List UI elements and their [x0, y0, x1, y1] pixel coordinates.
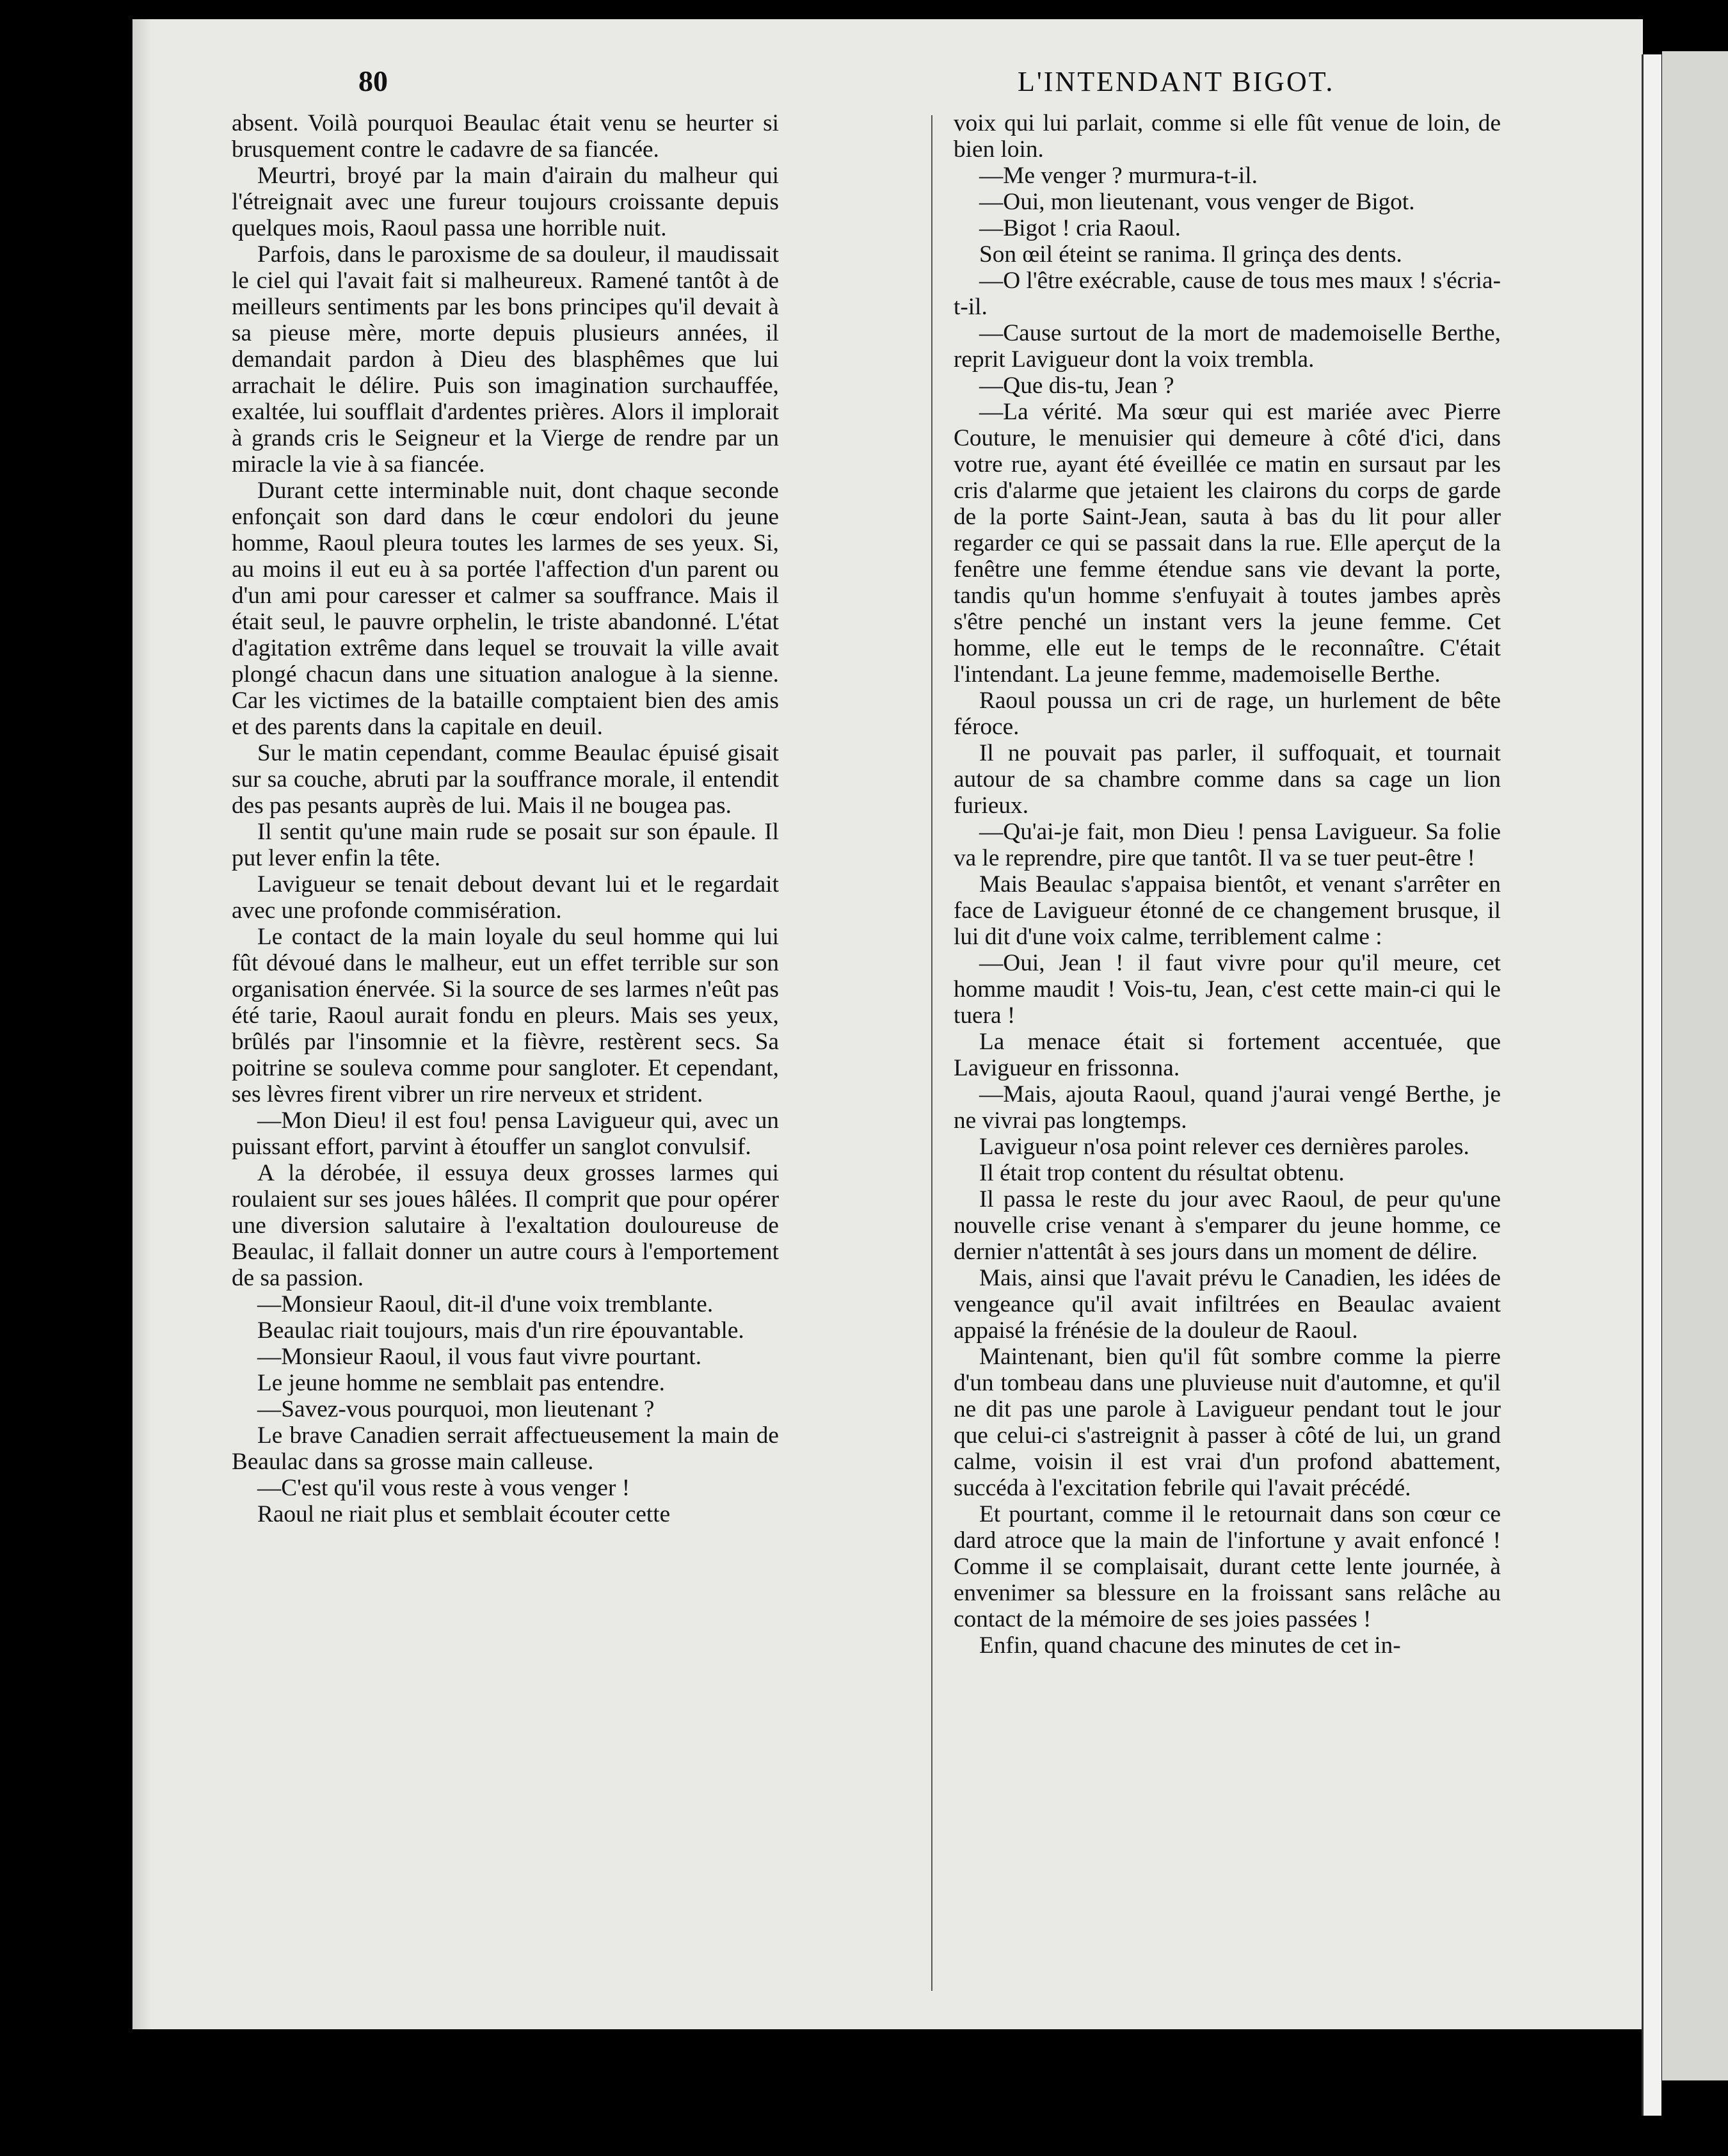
paragraph: —O l'être exécrable, cause de tous mes maux ! s'écria-t-il.: [954, 268, 1501, 320]
paragraph: Enfin, quand chacune des minutes de cet in-: [979, 1632, 1401, 1659]
running-header: [224, 37, 1690, 97]
paragraph: —C'est qu'il vous reste à vous venger !: [257, 1475, 630, 1501]
paragraph: Son œil éteint se ranima. Il grinça des dents.: [979, 241, 1402, 268]
paragraph: —Qu'ai-je fait, mon Dieu ! pensa Lavigueur. Sa folie va le reprendre, pire que tantôt. Il va se tuer peut-être !: [954, 819, 1501, 871]
right-column: [954, 110, 1501, 1659]
paragraph: Raoul poussa un cri de rage, un hurlement de bête féroce.: [954, 688, 1501, 740]
paragraph: Sur le matin cependant, comme Beaulac épuisé gisait sur sa couche, abruti par la souffrance morale, il entendit des pas pesants auprès de lui. Mais il ne bougea pas.: [232, 740, 779, 819]
paragraph: —Savez-vous pourquoi, mon lieutenant ?: [257, 1396, 655, 1422]
left-column: [232, 110, 779, 1527]
paragraph: Le contact de la main loyale du seul homme qui lui fût dévoué dans le malheur, eut un effet terrible sur son organisation énervée. Si la source de ses larmes n'eût pas été tarie, Raoul aurait fondu en pleurs. Mais ses yeux, brûlés par l'insomnie et la fièvre, restèrent secs. Sa poitrine se souleva comme pour sangloter. Et cependant, ses lèvres firent vibrer un rire nerveux et strident.: [232, 924, 779, 1107]
column-divider: [931, 115, 932, 1991]
paragraph: Il passa le reste du jour avec Raoul, de peur qu'une nouvelle crise venant à s'emparer du jeune homme, ce dernier n'attentât à ses jours dans un moment de délire.: [954, 1186, 1501, 1265]
adjacent-page-edge: [1662, 51, 1728, 2080]
paragraph: Durant cette interminable nuit, dont chaque seconde enfonçait son dard dans le cœur endolori du jeune homme, Raoul pleura toutes les larmes de ses yeux. Si, au moins il eut eu à sa portée l'affection d'un parent ou d'un ami pour caresser et calmer sa souffrance. Mais il était seul, le pauvre orphelin, le triste abandonné. L'état d'agitation extrême dans lequel se trouvait la ville avait plongé chacun dans une situation analogue à la sienne. Car les victimes de la bataille comptaient bien des amis et des parents dans la capitale en deuil.: [232, 478, 779, 740]
paragraph: Le jeune homme ne semblait pas entendre.: [257, 1370, 665, 1396]
paragraph: —Me venger ? murmura-t-il.: [979, 163, 1258, 189]
paragraph: Meurtri, broyé par la main d'airain du malheur qui l'étreignait avec une fureur toujours croissante depuis quelques mois, Raoul passa une horrible nuit.: [232, 163, 779, 241]
paragraph: —Oui, Jean ! il faut vivre pour qu'il meure, cet homme maudit ! Vois-tu, Jean, c'est cette main-ci qui le tuera !: [954, 950, 1501, 1029]
paragraph: A la dérobée, il essuya deux grosses larmes qui roulaient sur ses joues hâlées. Il comprit que pour opérer une diversion salutaire à l'exaltation douloureuse de Beaulac, il fallait donner un autre cours à l'emportement de sa passion.: [232, 1160, 779, 1291]
paragraph: voix qui lui parlait, comme si elle fût venue de loin, de bien loin.: [954, 110, 1501, 163]
paragraph: —Que dis-tu, Jean ?: [979, 373, 1174, 399]
paragraph: Parfois, dans le paroxisme de sa douleur, il maudissait le ciel qui l'avait fait si malheureux. Ramené tantôt à de meilleurs sentiments par les bons principes qu'il devait à sa pieuse mère, morte depuis plusieurs années, il demandait pardon à Dieu des blasphêmes que lui arrachait le délire. Puis son imagination surchauffée, exaltée, lui soufflait d'ardentes prières. Alors il implorait à grands cris le Seigneur et la Vierge de rendre par un miracle la vie à sa fiancée.: [232, 241, 779, 478]
paragraph: —Monsieur Raoul, dit-il d'une voix tremblante.: [257, 1291, 714, 1317]
paragraph: —Bigot ! cria Raoul.: [979, 215, 1181, 241]
paragraph: Il ne pouvait pas parler, il suffoquait, et tournait autour de sa chambre comme dans sa cage un lion furieux.: [954, 740, 1501, 819]
paragraph: Le brave Canadien serrait affectueusement la main de Beaulac dans sa grosse main calleuse.: [232, 1422, 779, 1475]
paragraph: —La vérité. Ma sœur qui est mariée avec Pierre Couture, le menuisier qui demeure à côté d'ici, dans votre rue, ayant été éveillée ce matin en sursaut par les cris d'alarme que jetaient les clairons du corps de garde de la porte Saint-Jean, sauta à bas du lit pour aller regarder ce qui se passait dans la rue. Elle aperçut de la fenêtre une femme étendue sans vie devant la porte, tandis qu'un homme s'enfuyait à toutes jambes après s'être penché un instant vers la jeune femme. Cet homme, elle eut le temps de le reconnaître. C'était l'intendant. La jeune femme, mademoiselle Berthe.: [954, 399, 1501, 688]
paragraph: Et pourtant, comme il le retournait dans son cœur ce dard atroce que la main de l'infortune y avait enfoncé ! Comme il se complaisait, durant cette lente journée, à envenimer sa blessure en la froissant sans relâche au contact de la mémoire de ses joies passées !: [954, 1501, 1501, 1632]
paragraph: Il était trop content du résultat obtenu.: [979, 1160, 1345, 1186]
page-gutter-shadow: [132, 19, 152, 2029]
paragraph: —Mais, ajouta Raoul, quand j'aurai vengé Berthe, je ne vivrai pas longtemps.: [954, 1081, 1501, 1134]
paragraph: Mais, ainsi que l'avait prévu le Canadien, les idées de vengeance qu'il avait infiltrées en Beaulac avaient appaisé la frénésie de la douleur de Raoul.: [954, 1265, 1501, 1344]
paragraph: —Mon Dieu! il est fou! pensa Lavigueur qui, avec un puissant effort, parvint à étouffer un sanglot convulsif.: [232, 1107, 779, 1160]
paragraph: —Cause surtout de la mort de mademoiselle Berthe, reprit Lavigueur dont la voix trembla.: [954, 320, 1501, 373]
paragraph: Lavigueur n'osa point relever ces dernières paroles.: [979, 1134, 1469, 1160]
paragraph: Il sentit qu'une main rude se posait sur son épaule. Il put lever enfin la tête.: [232, 819, 779, 871]
paragraph: Mais Beaulac s'appaisa bientôt, et venant s'arrêter en face de Lavigueur étonné de ce changement brusque, il lui dit d'une voix calme, terriblement calme :: [954, 871, 1501, 950]
paragraph: absent. Voilà pourquoi Beaulac était venu se heurter si brusquement contre le cadavre de sa fiancée.: [232, 110, 779, 163]
paragraph: Beaulac riait toujours, mais d'un rire épouvantable.: [257, 1317, 744, 1344]
paragraph: —Oui, mon lieutenant, vous venger de Bigot.: [979, 189, 1415, 215]
paragraph: Lavigueur se tenait debout devant lui et le regardait avec une profonde commisération.: [232, 871, 779, 924]
paragraph: Raoul ne riait plus et semblait écouter cette: [257, 1501, 671, 1527]
paragraph: Maintenant, bien qu'il fût sombre comme la pierre d'un tombeau dans une pluvieuse nuit d'automne, et qu'il ne dit pas une parole à Lavigueur pendant tout le jour que celui-ci s'astreignit à passer à côté de lui, un grand calme, voisin il est vrai d'un profond abattement, succéda à l'excitation febrile qui l'avait précédé.: [954, 1344, 1501, 1501]
page-number: 80: [358, 65, 388, 97]
page-stack-edge: [1642, 54, 1661, 2116]
paragraph: —Monsieur Raoul, il vous faut vivre pourtant.: [257, 1344, 702, 1370]
paragraph: La menace était si fortement accentuée, que Lavigueur en frissonna.: [954, 1029, 1501, 1081]
running-title: L'INTENDANT BIGOT.: [1018, 66, 1335, 97]
